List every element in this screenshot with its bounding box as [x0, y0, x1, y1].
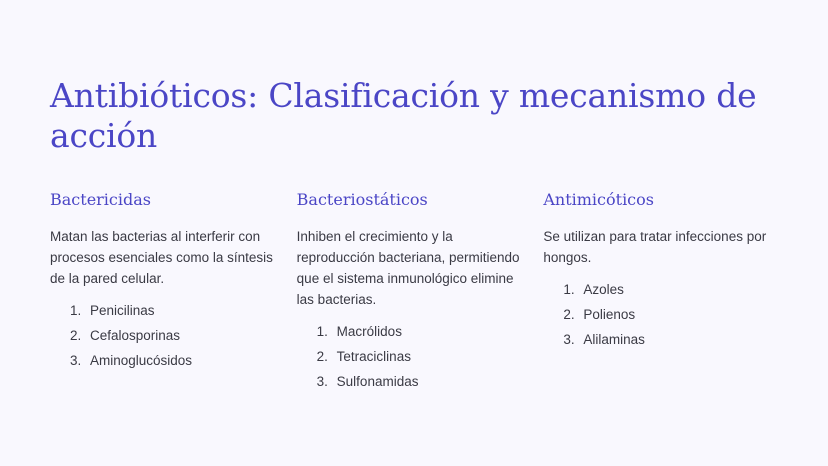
list-item: 1. Macrólidos — [316, 324, 402, 339]
column-heading: Antimicóticos — [543, 190, 654, 209]
list-item-label: Macrólidos — [336, 324, 402, 339]
column-heading: Bactericidas — [50, 190, 151, 209]
list-item-label: Sulfonamidas — [336, 374, 419, 389]
column-description: Matan las bacterias al interferir con procesos esenciales como la síntesis de la pared celular. — [50, 229, 273, 286]
list-item-label: Aminoglucósidos — [90, 353, 193, 368]
column-list — [50, 298, 297, 373]
list-item: 2. Cefalosporinas — [70, 328, 181, 343]
slide-title: Antibióticos: Clasificación y mecanismo de acción — [50, 76, 757, 155]
list-item: 3. Aminoglucósidos — [70, 353, 193, 368]
list-item-label: Cefalosporinas — [90, 328, 181, 343]
columns — [50, 188, 790, 394]
list-item: 2. Polienos — [563, 307, 636, 322]
column-antimicoticos — [543, 188, 790, 394]
list-item: 3. Sulfonamidas — [316, 374, 419, 389]
list-item-label: Azoles — [583, 282, 624, 297]
list-item-label: Polienos — [583, 307, 636, 322]
column-description: Se utilizan para tratar infecciones por hongos. — [543, 229, 767, 265]
column-bactericidas — [50, 188, 297, 394]
list-item: 1. Penicilinas — [70, 303, 155, 318]
column-heading: Bacteriostáticos — [296, 190, 428, 209]
column-bacteriostaticos — [297, 188, 544, 394]
column-list — [543, 277, 790, 352]
list-item: 3. Alilaminas — [563, 332, 645, 347]
list-item-label: Tetraciclinas — [336, 349, 411, 364]
list-item: 2. Tetraciclinas — [316, 349, 411, 364]
column-description: Inhiben el crecimiento y la reproducción bacteriana, permitiendo que el sistema inmunológico elimine las bacterias. — [296, 229, 520, 307]
list-item: 1. Azoles — [563, 282, 624, 297]
list-item-label: Penicilinas — [90, 303, 155, 318]
list-item-label: Alilaminas — [583, 332, 645, 347]
column-list — [297, 319, 544, 394]
